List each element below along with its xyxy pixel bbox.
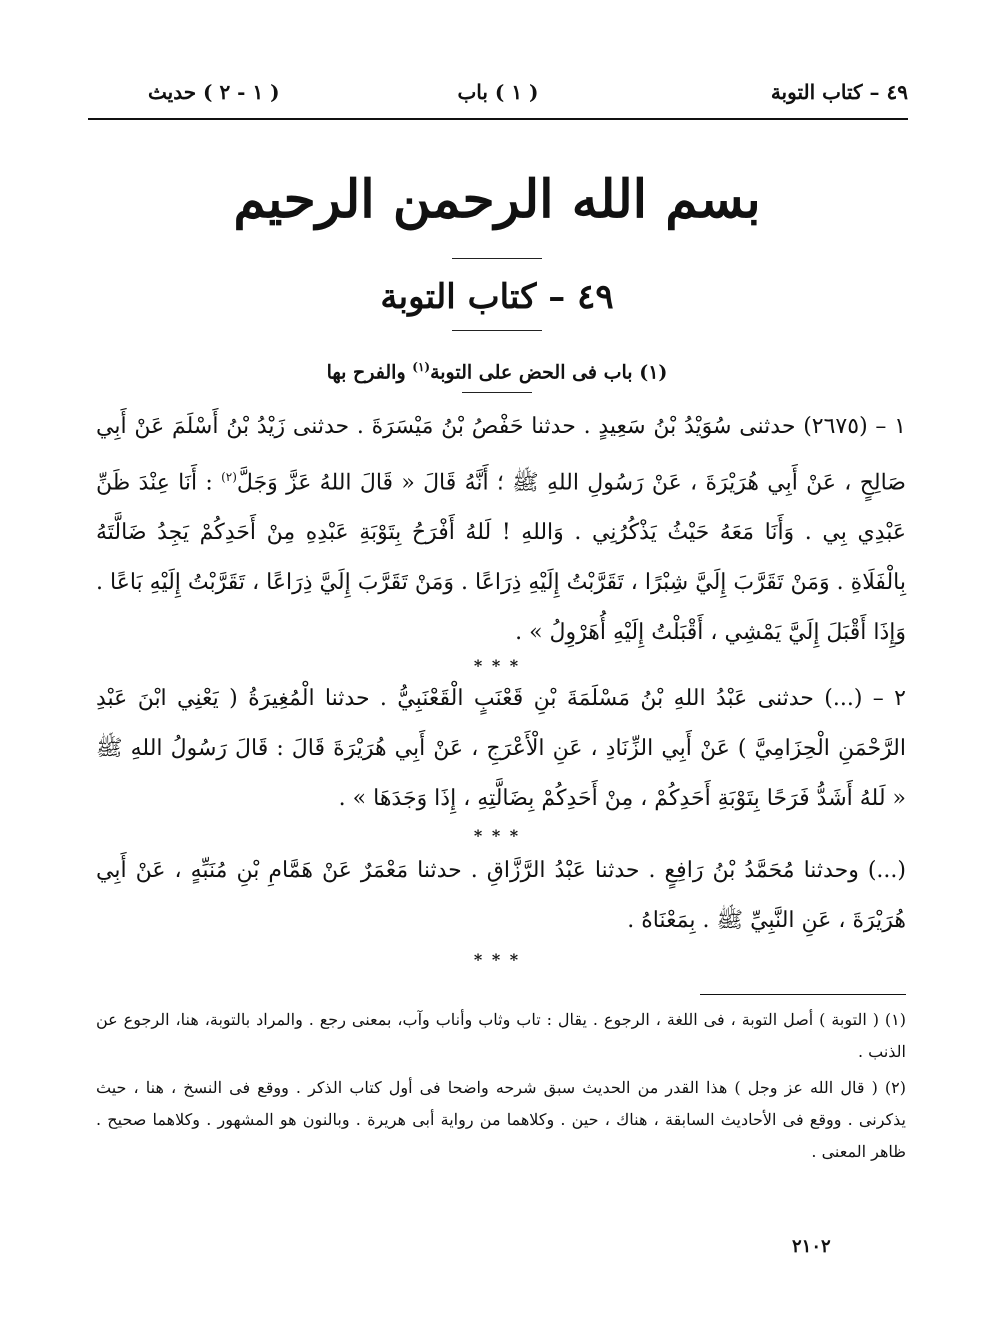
footnote-ref: (٢) xyxy=(221,470,237,484)
hadith-2-variant xyxy=(96,846,906,946)
separator-stars: * * * xyxy=(473,950,521,969)
footnote-ref: (١) xyxy=(412,360,431,374)
hadith-1-text: ١ – (٢٦٧٥) حدثنى سُوَيْدُ بْنُ سَعِيدٍ . حدثنا حَفْصُ بْنُ مَيْسَرَةَ . حدثنى زَيْدُ بْنُ أَسْلَمَ عَنْ أَبِي صَالِحٍ ، عَنْ أَبِي هُرَيْرَةَ ، عَنْ رَسُولِ اللهِ ﷺ ؛ أَنَّهُ قَالَ « قَالَ اللهُ عَزَّ وَجَلَّ xyxy=(96,414,906,496)
page-number: ٢١٠٢ xyxy=(792,1236,831,1257)
hadith-1-text-cont: : أَنَا عِنْدَ ظَنِّ عَبْدِي بِي . وَأَنَا مَعَهُ حَيْثُ يَذْكُرُنِي . وَاللهِ ! لَلهُ أَفْرَحُ بِتَوْبَةِ عَبْدِهِ مِنْ أَحَدِكُمْ يَجِدُ ضَالَّتَهُ بِالْفَلَاةِ . وَمَنْ تَقَرَّبَ إِلَيَّ شِبْرًا ، تَقَرَّبْتُ إِلَيْهِ ذِرَاعًا . وَمَنْ تَقَرَّبَ إِلَيَّ ذِرَاعًا ، تَقَرَّبْتُ إِلَيْهِ بَاعًا . وَإِذَا أَقْبَلَ إِلَيَّ يَمْشِي ، أَقْبَلْتُ إِلَيْهِ أُهَرْوِلُ » . xyxy=(96,470,906,646)
hadith-2-variant-text: (...) وحدثنا مُحَمَّدُ بْنُ رَافِعٍ . حدثنا عَبْدُ الرَّزَّاقِ . حدثنا مَعْمَرٌ عَنْ هَمَّامِ بْنِ مُنَبِّهٍ ، عَنْ أَبِي هُرَيْرَةَ ، عَنِ النَّبِيِّ ﷺ . بِمَعْنَاهُ . xyxy=(96,858,906,933)
header-book-title: ٤٩ – كتاب التوبة xyxy=(770,80,908,104)
divider xyxy=(452,330,542,331)
footnote-2: (٢) ( قال الله عز وجل ) هذا القدر من الحديث سبق شرحه واضحا فى أول كتاب الذكر . ووقع فى النسخ ، هنا ، حيث يذكرنى . ووقع فى الأحاديث السابقة ، هناك ، حين . وكلاهما من رواية أبى هريرة . وبالنون هو المشهور . وكلاهما صحيح . ظاهر المعنى . xyxy=(96,1078,907,1161)
header-chapter-ref: ( ١ ) باب xyxy=(457,80,539,104)
bab-title-text-end: والفرح بها xyxy=(326,361,413,384)
running-header xyxy=(88,80,908,114)
footnote-rule xyxy=(700,994,906,995)
divider xyxy=(462,392,532,393)
book-title: ٤٩ – كتاب التوبة xyxy=(380,277,614,317)
hadith-2 xyxy=(96,674,906,824)
header-hadith-range: ( ١ - ٢ ) حديث xyxy=(148,80,280,104)
hadith-2-text: ٢ – (...) حدثنى عَبْدُ اللهِ بْنُ مَسْلَمَةَ بْنِ قَعْنَبٍ الْقَعْنَبِيُّ . حدثنا الْمُغِيرَةُ ( يَعْنِي ابْنَ عَبْدِ الرَّحْمَنِ الْحِزَامِيَّ ) عَنْ أَبِي الزِّنَادِ ، عَنِ الْأَعْرَجِ ، عَنْ أَبِي هُرَيْرَةَ قَالَ : قَالَ رَسُولُ اللهِ ﷺ « لَلهُ أَشَدُّ فَرَحًا بِتَوْبَةِ أَحَدِكُمْ ، مِنْ أَحَدِكُمْ بِضَالَّتِهِ ، إِذَا وَجَدَهَا » . xyxy=(96,686,906,811)
bab-title xyxy=(0,350,994,389)
footnote-1: (١) ( التوبة ) أصل التوبة ، فى اللغة ، الرجوع . يقال : تاب وثاب وأناب وآب، بمعنى رجع . والمراد بالتوبة، هنا، الرجوع عن الذنب . xyxy=(96,1010,906,1061)
basmala-calligraphy: بسم الله الرحمن الرحيم xyxy=(233,169,761,230)
separator-stars: * * * xyxy=(473,826,521,845)
hadith-1 xyxy=(96,402,906,658)
header-rule xyxy=(88,118,908,120)
bab-title-text: (١) باب فى الحض على التوبة xyxy=(430,361,668,384)
divider xyxy=(452,258,542,259)
separator-stars: * * * xyxy=(473,656,521,675)
